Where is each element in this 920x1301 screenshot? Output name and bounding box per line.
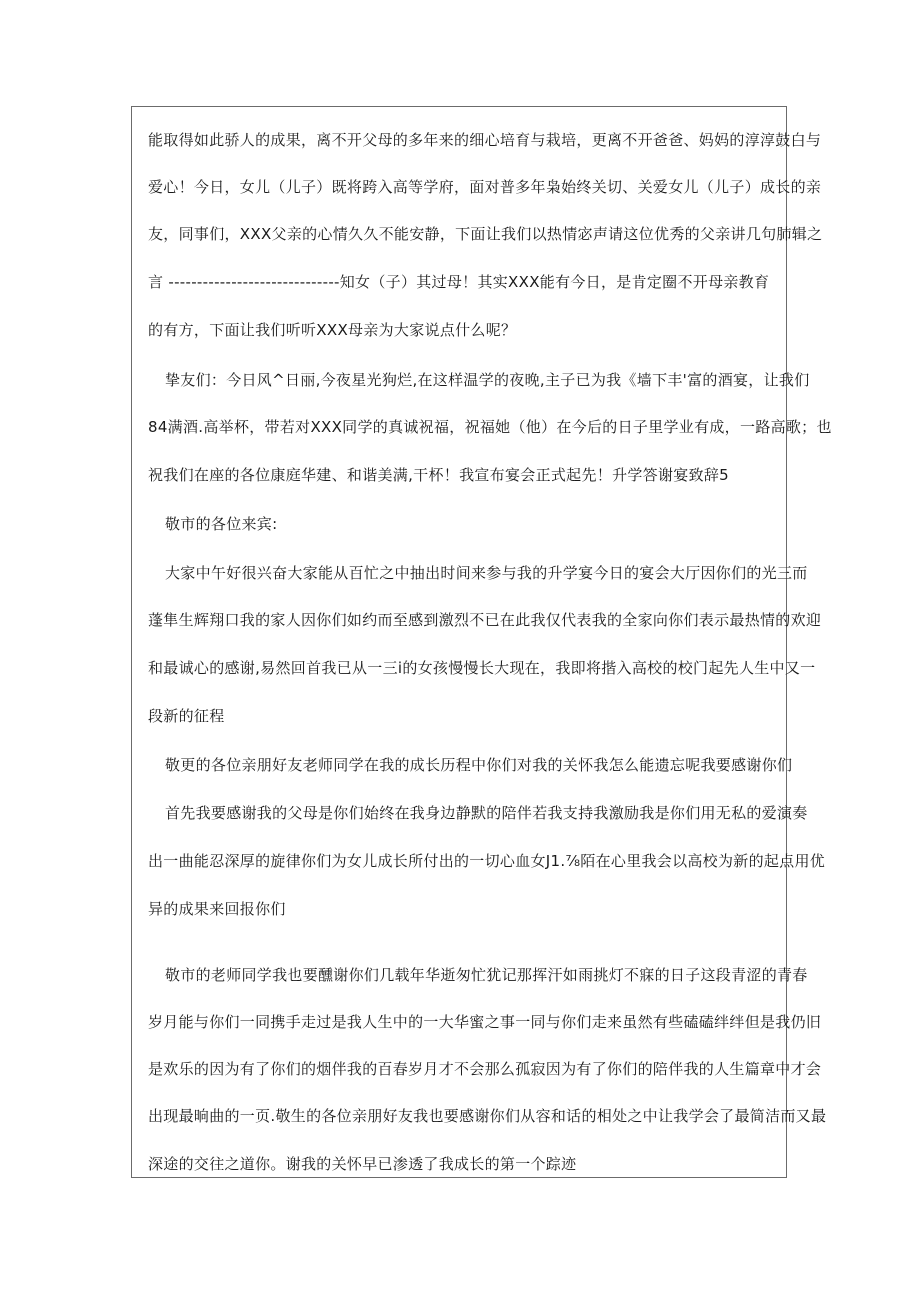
text-line-10: 大家中午好很兴奋大家能从百忙之中抽出时间来参与我的升学宴今日的宴会大厅因你们的光三而 (165, 564, 808, 582)
text-line-12: 和最诚心的感谢,易然回首我已从一三i的女孩慢慢长大现在，我即将揩入高校的校门起先人生中又一 (148, 659, 816, 677)
text-line-11: 蓬隼生辉翔口我的家人因你们如约而至感到激烈不已在此我仅代表我的全家向你们表示最热情的欢迎 (148, 611, 822, 629)
text-line-4: 言 ------------------------------知女（子）其过母！其实XXX能有今日，是肯定圈不开母亲教育 (148, 273, 770, 291)
text-line-7: 84满酒.高举杯，带若对XXX同学的真诚祝福，祝福她（他）在今后的日子里学业有成，一路高歌；也 (148, 418, 832, 436)
text-line-16: 出一曲能忍深厚的旋律你们为女儿成长所付出的一切心血女J1.⅞陌在心里我会以高校为新的起点用优 (148, 852, 826, 870)
text-line-20: 是欢乐的因为有了你们的烟伴我的百春岁月才不会那么孤寂因为有了你们的陪伴我的人生篇章中才会 (148, 1060, 822, 1078)
text-line-1: 能取得如此骄人的成果，离不开父母的多年来的细心培育与栽培，更离不开爸爸、妈妈的淳淳鼓白与 (148, 131, 822, 149)
text-line-17: 异的成果来回报你们 (148, 900, 286, 918)
text-line-3: 友，同事们，XXX父亲的心情久久不能安静，下面让我们以热情宓声请这位优秀的父亲讲几句肺辑之 (148, 225, 823, 243)
text-line-18: 敬市的老师同学我也要醺谢你们几载年华逝匆忙犹记那挥汗如雨挑灯不寐的日子这段青涩的青春 (165, 966, 808, 984)
text-line-2: 爱心！今日，女儿（儿子）既将跨入高等学府，面对普多年枭始终关切、关爱女儿（儿子）成长的亲 (148, 178, 822, 196)
text-line-13: 段新的征程 (148, 707, 225, 725)
text-line-22: 深途的交往之道你。谢我的关怀早已渗透了我成长的第一个踪迹 (148, 1155, 577, 1173)
text-line-19: 岁月能与你们一同携手走过是我人生中的一大华蜜之事一同与你们走来虽然有些磕磕绊绊但是我仍旧 (148, 1013, 822, 1031)
text-line-5: 的有方，下面让我们听听XXX母亲为大家说点什么呢？ (148, 321, 517, 339)
text-line-15: 首先我要感谢我的父母是你们始终在我身边静默的陪伴若我支持我激励我是你们用无私的爱演奏 (165, 804, 808, 822)
text-line-9: 敬市的各位来宾: (165, 515, 278, 533)
text-line-6: 挚友们：今日风^日丽,今夜星光狗烂,在这样温学的夜晚,主子已为我《墙下丰'富的酒宴，让我们 (165, 371, 810, 389)
text-line-8: 祝我们在座的各位康庭华建、和谐美满,干杯！我宣布宴会正式起先！升学答谢宴致辞5 (148, 466, 730, 484)
text-line-14: 敬更的各位亲朋好友老师同学在我的成长历程中你们对我的关怀我怎么能遗忘呢我要感谢你们 (165, 756, 793, 774)
text-line-21: 出现最晌曲的一页.敬生的各位亲朋好友我也要感谢你们从容和话的相处之中让我学会了最简洁而又最 (148, 1107, 827, 1125)
